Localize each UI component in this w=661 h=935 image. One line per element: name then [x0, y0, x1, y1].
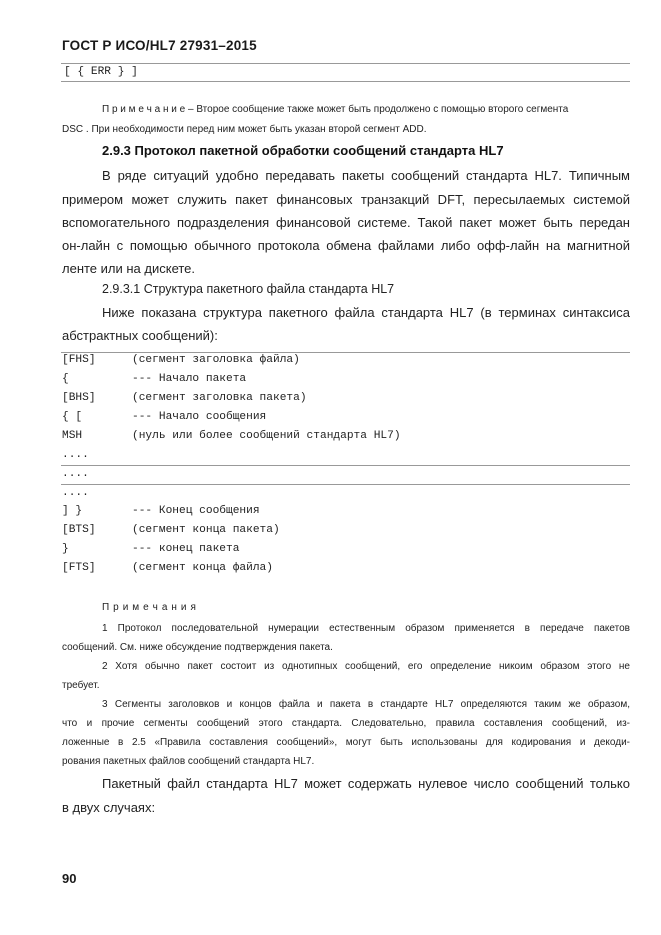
section-2-9-3-title: 2.9.3 Протокол пакетной обработки сообщений стандарта HL7: [102, 143, 504, 158]
code-rule-mid-1: [61, 465, 630, 466]
code-row: [FHS] (сегмент заголовка файла): [62, 354, 300, 366]
notes-2-line: рования пакетных файлов сообщений стандарта HL7.: [62, 756, 315, 767]
notes-2-line: ложенные в 2.5 «Правила составления сообщений», могут быть использованы для кодирования и декоди-: [62, 737, 630, 748]
err-segment-line: [ { ERR } ]: [64, 66, 138, 78]
code-row: [BTS] (сегмент конца пакета): [62, 524, 280, 536]
notes-2-line: что и прочие сегменты сообщений этого стандарта. Следовательно, правила составления сообщений, из-: [62, 718, 630, 729]
para-1-line-2: примером может служить пакет финансовых транзакций DFT, пересылаемых системой: [62, 192, 630, 207]
note-1-label: П р и м е ч а н и е: [102, 104, 186, 115]
para-1-line-1: В ряде ситуаций удобно передавать пакеты сообщений стандарта HL7. Типичным: [102, 168, 630, 183]
note-1: [102, 100, 632, 120]
para-1-line-5: ленте или на дискете.: [62, 261, 196, 276]
code-rule-mid-2: [61, 484, 630, 485]
section-2-9-3-1-title: 2.9.3.1 Структура пакетного файла стандарта HL7: [102, 282, 395, 296]
page-number: 90: [62, 871, 77, 886]
para-1-line-3: вспомогательного подразделения финансовой системе. Такой пакет может быть передан: [62, 215, 630, 230]
top-rule: [61, 63, 630, 64]
notes-2-label: П р и м е ч а н и я: [102, 602, 197, 613]
notes-2-line: 3 Сегменты заголовков и концов файла и пакета в стандарте HL7 определяются таким же образом,: [102, 699, 630, 710]
para-3-line-1: Пакетный файл стандарта HL7 может содержать нулевое число сообщений только: [102, 776, 630, 791]
code-row: ....: [62, 449, 89, 461]
code-rule-top: [61, 352, 630, 353]
code-row: ] } --- Конец сообщения: [62, 505, 260, 517]
para-2-line-1: Ниже показана структура пакетного файла стандарта HL7 (в терминах синтаксиса: [102, 305, 630, 320]
code-row: { [ --- Начало сообщения: [62, 411, 267, 423]
code-row: { --- Начало пакета: [62, 373, 247, 385]
document-header: ГОСТ Р ИСО/HL7 27931–2015: [62, 38, 257, 53]
note-1-text: – Второе сообщение также может быть продолжено с помощью второго сегмента: [185, 104, 569, 115]
code-row: ....: [62, 468, 89, 480]
para-2-line-2: абстрактных сообщений):: [62, 328, 218, 343]
notes-2-line: 2 Хотя обычно пакет состоит из однотипных сообщений, его определение никоим образом этого не: [102, 661, 630, 672]
notes-2-line: требует.: [62, 680, 100, 691]
code-row: [BHS] (сегмент заголовка пакета): [62, 392, 307, 404]
notes-2-line: сообщений. См. ниже обсуждение подтверждения пакета.: [62, 642, 333, 653]
code-row: MSH (нуль или более сообщений стандарта HL7): [62, 430, 401, 442]
code-row: } --- конец пакета: [62, 543, 240, 555]
rule-under-err: [61, 81, 630, 82]
code-row: [FTS] (сегмент конца файла): [62, 562, 273, 574]
notes-2-line: 1 Протокол последовательной нумерации естественным образом применяется в передаче пакетов: [102, 623, 630, 634]
para-1-line-4: он-лайн с помощью обычного протокола обмена файлами либо офф-лайн на магнитной: [62, 238, 630, 253]
note-1-line-2: DSC . При необходимости перед ним может быть указан второй сегмент ADD.: [62, 124, 427, 135]
code-row: ....: [62, 487, 89, 499]
para-3-line-2: в двух случаях:: [62, 800, 156, 815]
